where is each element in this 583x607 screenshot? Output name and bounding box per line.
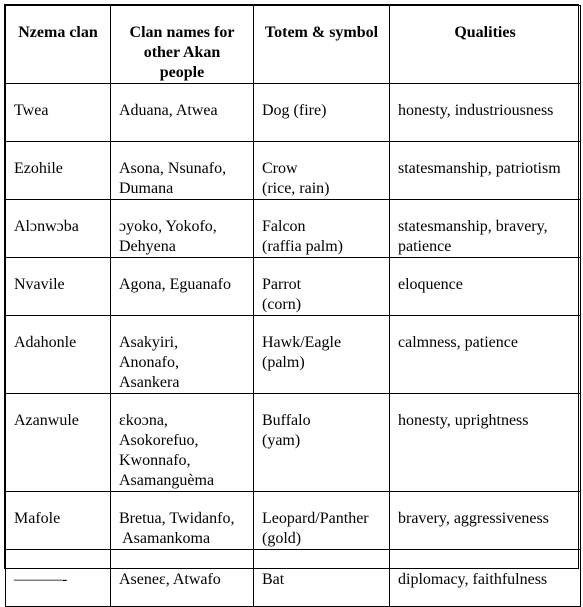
table-body <box>6 84 581 607</box>
cell-line: honesty, industriousness <box>398 102 554 119</box>
cell-akan <box>111 492 254 550</box>
cell-line: Asankera <box>119 374 180 391</box>
cell-line: (rice, rain) <box>262 180 330 197</box>
cell-line: honesty, uprightness <box>398 412 529 429</box>
cell-line: patience <box>398 238 452 255</box>
cell-line: Kwonnafo, <box>119 452 191 469</box>
cell-line: ɛkoɔna, <box>119 412 168 429</box>
header-qualities: Qualities <box>390 6 581 84</box>
table-row <box>6 394 581 492</box>
table-row <box>6 550 581 607</box>
cell-totem <box>254 84 390 142</box>
cell-qualities <box>390 142 581 200</box>
cell-nzema-clan: Adahonle <box>6 316 111 394</box>
cell-line: Falcon <box>262 218 306 235</box>
cell-nzema-clan: Nvavile <box>6 258 111 316</box>
cell-line: Crow <box>262 160 298 177</box>
cell-line: Parrot <box>262 276 302 293</box>
cell-line: Leopard/Panther <box>262 510 369 527</box>
header-totem-symbol: Totem & symbol <box>254 6 390 84</box>
header-akan-line: Clan names for <box>129 24 235 41</box>
cell-line: Agona, Eguanafo <box>119 276 231 293</box>
cell-nzema-clan: Mafole <box>6 492 111 550</box>
cell-line: Asamankoma <box>119 530 211 547</box>
cell-line: (corn) <box>262 296 302 313</box>
table-row <box>6 258 581 316</box>
cell-totem <box>254 316 390 394</box>
cell-line: Dog (fire) <box>262 102 327 119</box>
cell-line: Asakyiri, <box>119 334 179 351</box>
cell-qualities <box>390 492 581 550</box>
cell-line: Asona, Nsunafo, <box>119 160 227 177</box>
table-row <box>6 84 581 142</box>
cell-line: Aduana, Atwea <box>119 102 218 119</box>
cell-totem <box>254 550 390 607</box>
cell-line: (yam) <box>262 432 301 449</box>
header-nzema-clan: Nzema clan <box>6 6 111 84</box>
cell-line: eloquence <box>398 276 463 293</box>
cell-akan <box>111 200 254 258</box>
cell-line: Aseneɛ, Atwafo <box>119 571 221 588</box>
cell-line: Dehyena <box>119 238 176 255</box>
cell-nzema-clan: ———- <box>6 550 111 607</box>
cell-line: (palm) <box>262 354 305 371</box>
clan-table-container <box>4 4 579 588</box>
cell-qualities <box>390 550 581 607</box>
cell-akan <box>111 316 254 394</box>
header-akan-line: people <box>159 64 205 81</box>
cell-totem <box>254 394 390 492</box>
cell-qualities <box>390 258 581 316</box>
cell-line: Hawk/Eagle <box>262 334 342 351</box>
cell-totem <box>254 142 390 200</box>
table-row <box>6 316 581 394</box>
cell-akan <box>111 142 254 200</box>
cell-line: Bat <box>262 571 285 588</box>
cell-nzema-clan: Alɔnwɔba <box>6 200 111 258</box>
table-row <box>6 200 581 258</box>
cell-akan <box>111 84 254 142</box>
cell-line: Buffalo <box>262 412 311 429</box>
cell-nzema-clan: Twea <box>6 84 111 142</box>
table-row <box>6 492 581 550</box>
clan-table <box>5 5 581 607</box>
cell-qualities <box>390 316 581 394</box>
cell-qualities <box>390 394 581 492</box>
cell-qualities <box>390 200 581 258</box>
cell-nzema-clan: Ezohile <box>6 142 111 200</box>
header-akan-line: other Akan <box>143 44 221 61</box>
cell-totem <box>254 200 390 258</box>
cell-nzema-clan: Azanwule <box>6 394 111 492</box>
cell-qualities <box>390 84 581 142</box>
cell-line: (gold) <box>262 530 302 547</box>
cell-line: statesmanship, patriotism <box>398 160 561 177</box>
header-row <box>6 6 581 84</box>
cell-akan <box>111 550 254 607</box>
cell-line: Anonafo, <box>119 354 179 371</box>
cell-line: statesmanship, bravery, <box>398 218 548 235</box>
table-row <box>6 142 581 200</box>
header-akan-names <box>111 6 254 84</box>
cell-line: Bretua, Twidanfo, <box>119 510 235 527</box>
cell-line: (raffia palm) <box>262 238 343 255</box>
cell-totem <box>254 258 390 316</box>
cell-line: Asokorefuo, <box>119 432 199 449</box>
cell-akan <box>111 394 254 492</box>
cell-line: Dumana <box>119 180 174 197</box>
cell-line: calmness, patience <box>398 334 518 351</box>
cell-akan <box>111 258 254 316</box>
cell-line: diplomacy, faithfulness <box>398 571 548 588</box>
cell-line: Asamanguèma <box>119 472 215 489</box>
cell-line: bravery, aggressiveness <box>398 510 549 527</box>
cell-totem <box>254 492 390 550</box>
cell-line: ɔyoko, Yokofo, <box>119 218 217 235</box>
